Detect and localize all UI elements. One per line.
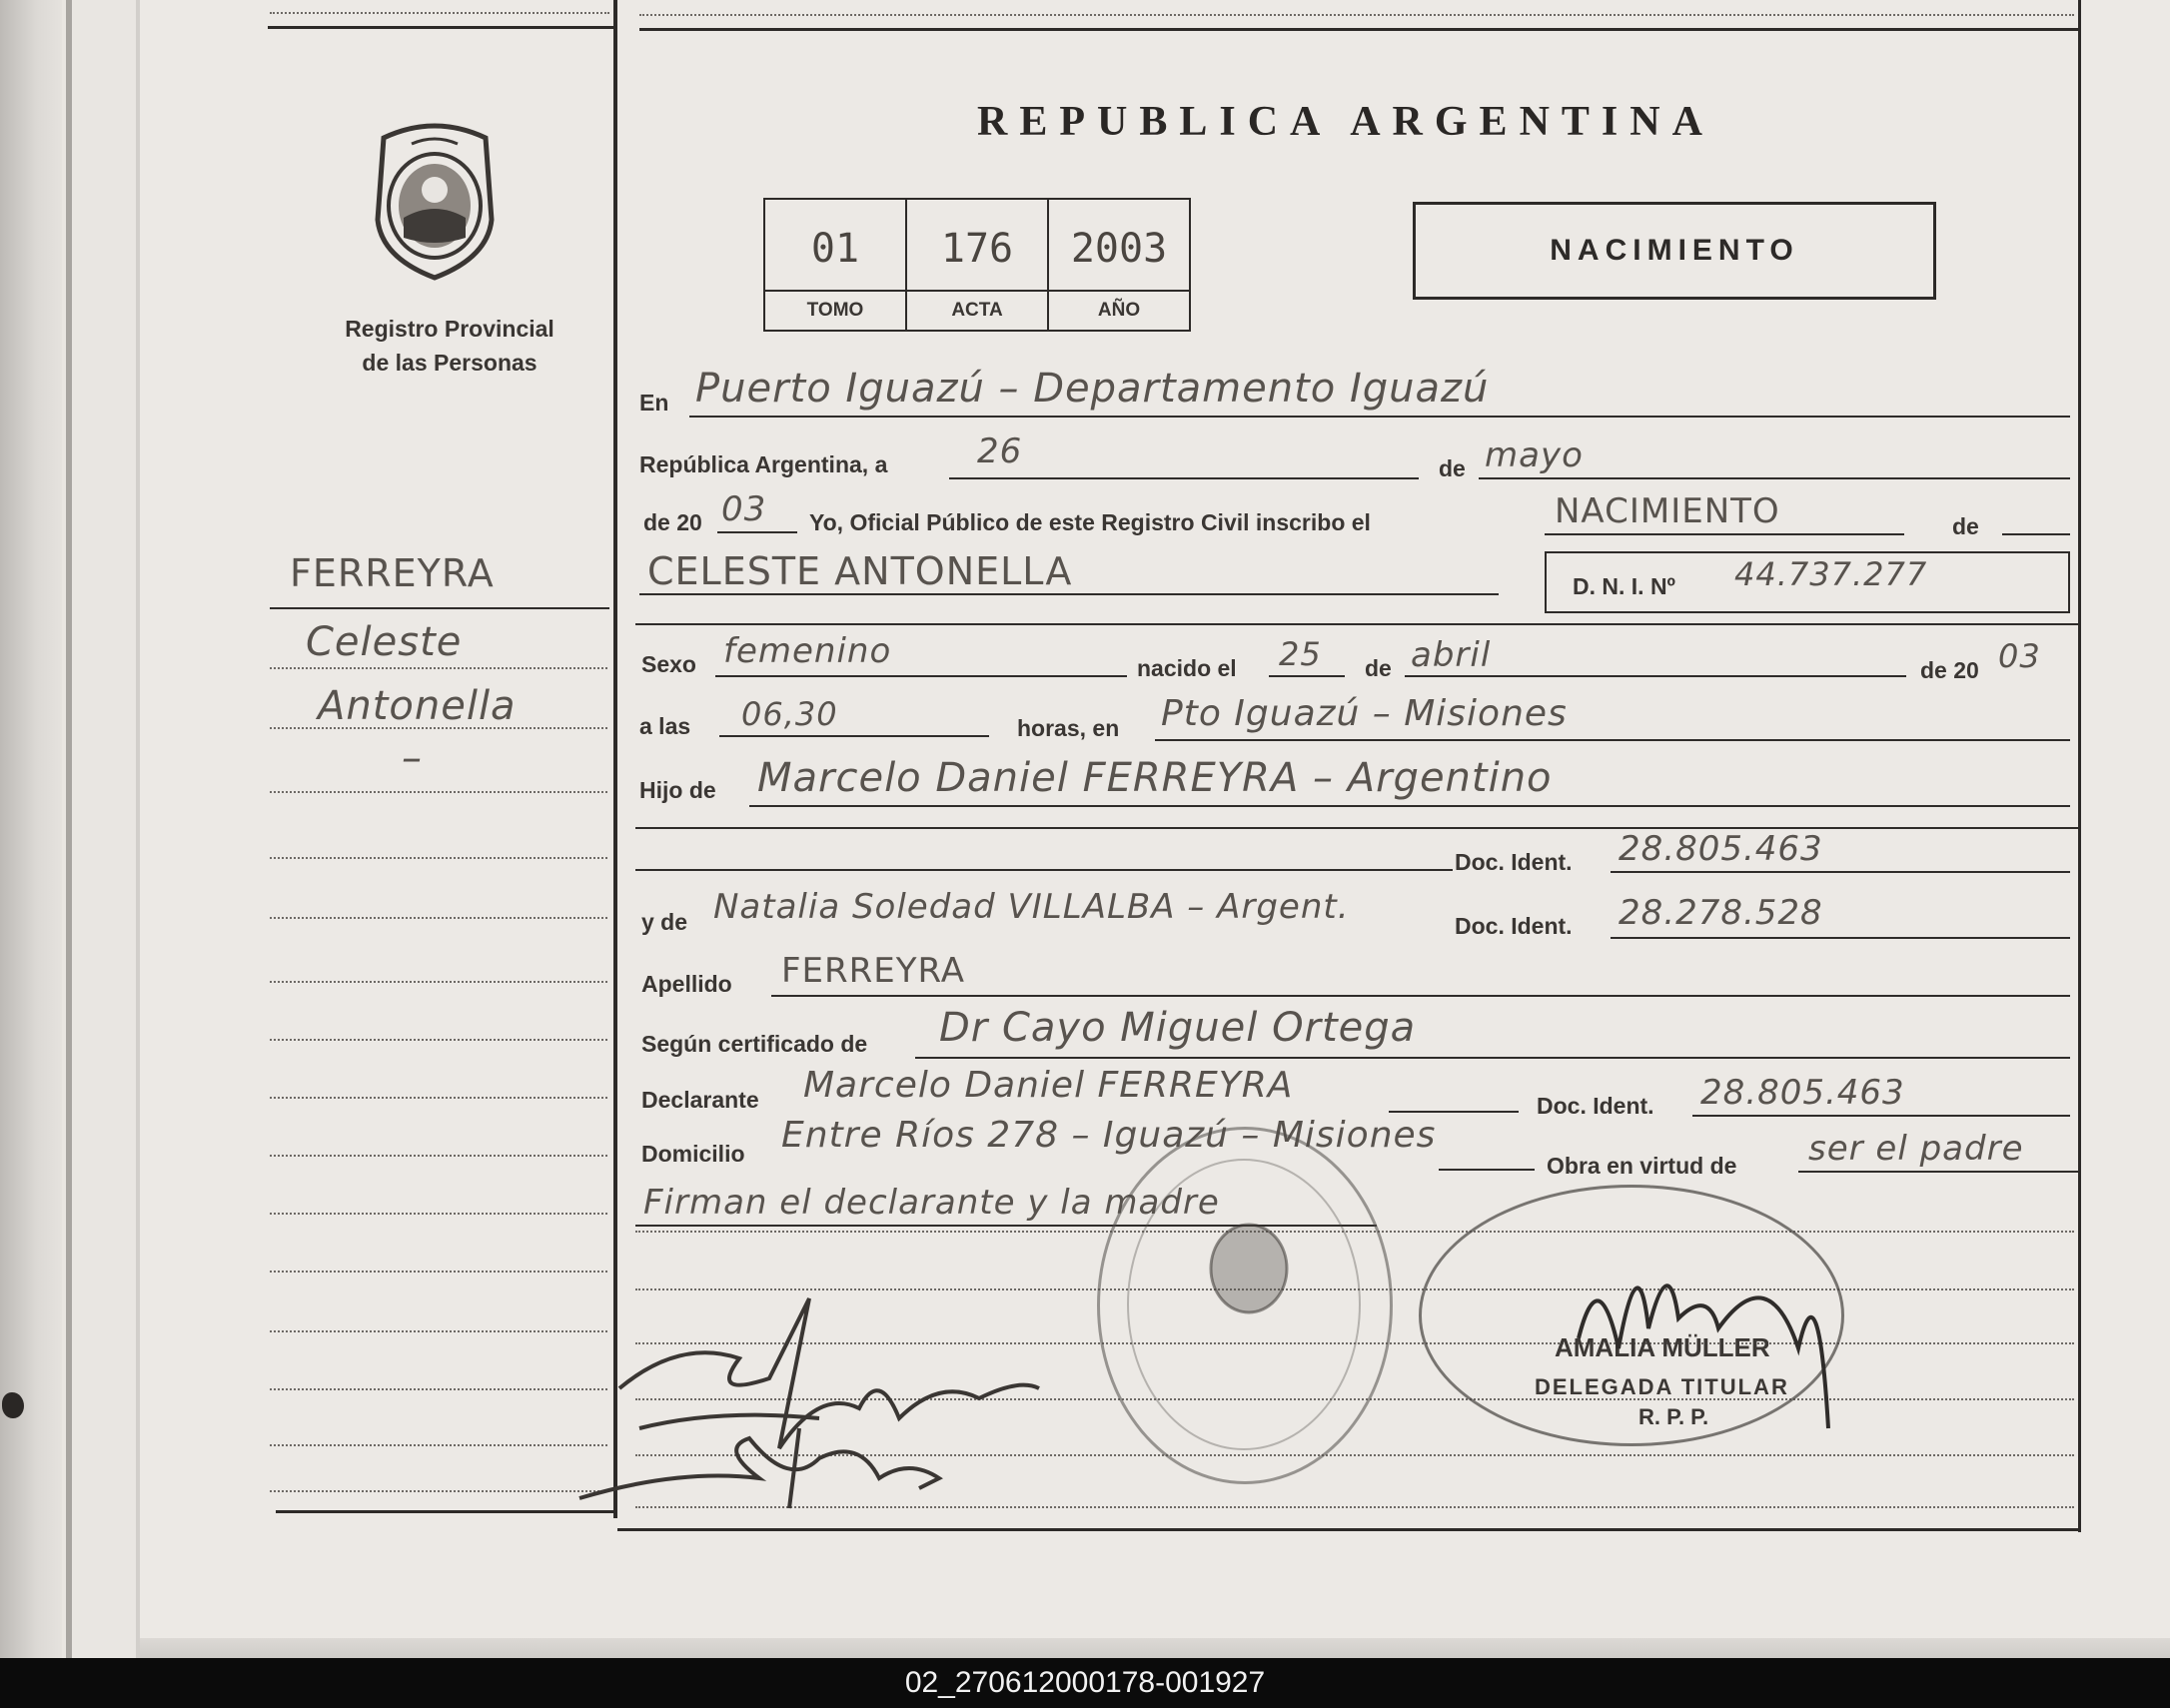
stamp-org: R. P. P. [1638,1404,1709,1429]
declarante-value: Marcelo Daniel FERREYRA [803,1065,1294,1106]
acta-cell [907,200,1049,330]
obra-label: Obra en virtud de [1547,1153,1737,1179]
stamp-role: DELEGADA TITULAR [1535,1374,1789,1399]
birth-day-rule [1269,675,1345,677]
republica-label: República Argentina, a [639,451,888,477]
full-name-rule [639,593,1499,595]
year-rule [717,531,797,533]
doc-label: Doc. Ident. [1455,849,1573,875]
ano-cell [1049,200,1189,330]
page-edge [136,0,140,1658]
full-name-value: CELESTE ANTONELLA [647,549,1073,593]
place-rule [689,416,2070,418]
domicilio-value: Entre Ríos 278 – Iguazú – Misiones [781,1115,1437,1156]
margin-dotted-line [270,667,607,669]
image-code-caption: 02_270612000178-001927 [904,1666,1266,1699]
year-prefix-label: de 20 [643,509,702,535]
month-value: mayo [1485,435,1584,475]
top-dots-right [639,14,2074,16]
birth-place-rule [1155,739,2070,741]
margin-surname: FERREYRA [290,551,495,595]
month-rule [1479,477,2070,479]
doc-label-2: Doc. Ident. [1455,913,1573,939]
father-value: Marcelo Daniel FERREYRA – Argentino [757,755,1553,801]
page-bottom-edge [140,1638,2170,1658]
hour-value: 06,30 [741,695,838,733]
margin-dotted-line [270,1039,607,1041]
birth-month-rule [1405,675,1906,677]
tomo-value: 01 [810,226,860,272]
doc-label-3: Doc. Ident. [1537,1093,1654,1119]
stamp-coat-of-arms-icon [1205,1221,1293,1316]
acta-label: ACTA [907,290,1047,330]
day-rule [949,477,1419,479]
dni-label: D. N. I. Nº [1573,573,1675,599]
mother-doc-rule [1611,937,2070,939]
record-type-box: NACIMIENTO [1413,202,1936,300]
firman-line-value: Firman el declarante y la madre [643,1183,1220,1223]
father-doc-value: 28.805.463 [1619,829,1823,869]
margin-dotted-line [270,791,607,793]
act-value: NACIMIENTO [1555,491,1780,531]
margin-dotted-line [270,917,607,919]
father-rule-2 [635,827,2078,829]
margin-rule [270,607,609,609]
hijo-label: Hijo de [639,777,716,803]
acta-value: 176 [940,226,1014,272]
margin-dotted-line [270,1271,607,1273]
registry-label-line2: de las Personas [362,350,538,376]
mother-value: Natalia Soledad VILLALBA – Argent. [713,887,1350,927]
birth-month-value: abril [1411,635,1492,675]
certificado-label: Según certificado de [641,1031,868,1057]
declarante-rule [1389,1111,1519,1113]
nacido-label: nacido el [1137,655,1237,681]
sexo-value: femenino [723,631,892,671]
stamp-name: AMALIA MÜLLER [1555,1332,1770,1362]
father-doc-rule [1611,871,2070,873]
ano-value: 2003 [1070,226,1168,272]
de-label: de [1439,455,1466,481]
apellido-rule [771,995,2070,997]
de-label-2: de [1952,513,1979,539]
margin-dotted-line [270,1155,607,1157]
alas-label: a las [639,713,691,739]
sexo-rule [715,675,1127,677]
birth-year-prefix-label: de 20 [1920,657,1979,683]
declarante-doc-rule [1692,1115,2070,1117]
coat-of-arms-icon [364,120,506,282]
margin-given-name-1: Celeste [306,619,463,665]
birth-day-value: 25 [1279,635,1322,673]
record-number-box [763,198,1191,332]
registry-label-line1: Registro Provincial [345,316,554,342]
apellido-value: FERREYRA [781,951,966,991]
declarante-label: Declarante [641,1087,759,1113]
margin-dotted-line [270,1388,607,1390]
ano-label: AÑO [1049,290,1189,330]
hour-rule [719,735,989,737]
margin-dotted-line [270,1444,607,1446]
top-rule-right [639,28,2078,31]
en-label: En [639,390,669,416]
margin-given-name-2: Antonella [318,683,517,729]
declarant-signature [559,1279,1119,1528]
margin-dotted-line [270,1330,607,1332]
apellido-label: Apellido [641,971,732,997]
section-rule [635,623,2078,625]
margin-dotted-line [270,1213,607,1215]
margin-dotted-line [270,1490,607,1492]
binding-edge [66,0,72,1658]
dni-value: 44.737.277 [1734,555,1928,593]
declarante-doc-value: 28.805.463 [1700,1073,1905,1113]
birth-place-value: Pto Iguazú – Misiones [1161,693,1568,734]
tomo-label: TOMO [765,290,905,330]
top-dots-left [270,12,609,14]
father-rule [749,805,2070,807]
top-rule-left [268,26,613,29]
certificado-rule [915,1057,2070,1059]
horas-label: horas, en [1017,715,1120,741]
margin-dotted-line [270,857,607,859]
margin-dash: – [402,735,423,781]
yde-label: y de [641,909,688,935]
birth-year-suffix-value: 03 [1998,637,2041,675]
bottom-rule-right [617,1528,2080,1531]
doc-lead-rule [635,869,1453,871]
margin-dotted-line [270,981,607,983]
domicilio-label: Domicilio [641,1141,745,1167]
mother-doc-value: 28.278.528 [1619,893,1823,933]
right-frame-border [2078,0,2081,1532]
binding-hole [2,1392,24,1418]
official-signature [1559,1219,1858,1438]
act-rule [1545,533,1904,535]
day-value: 26 [977,431,1023,471]
margin-dotted-line [270,1097,607,1099]
obra-rule [1798,1171,2078,1173]
certificado-value: Dr Cayo Miguel Ortega [939,1005,1417,1051]
place-value: Puerto Iguazú – Departamento Iguazú [695,366,1490,412]
document-title: REPUBLICA ARGENTINA [977,99,1714,145]
domicilio-rule [1439,1169,1535,1171]
sexo-label: Sexo [641,651,696,677]
margin-dotted-line [270,727,607,729]
yo-oficial-label: Yo, Oficial Público de este Registro Civil inscribo el [809,509,1371,535]
year-suffix-value: 03 [721,489,767,529]
obra-value: ser el padre [1808,1129,2024,1169]
de-label-3: de [1365,655,1392,681]
de-rule [2002,533,2070,535]
tomo-cell [765,200,907,330]
